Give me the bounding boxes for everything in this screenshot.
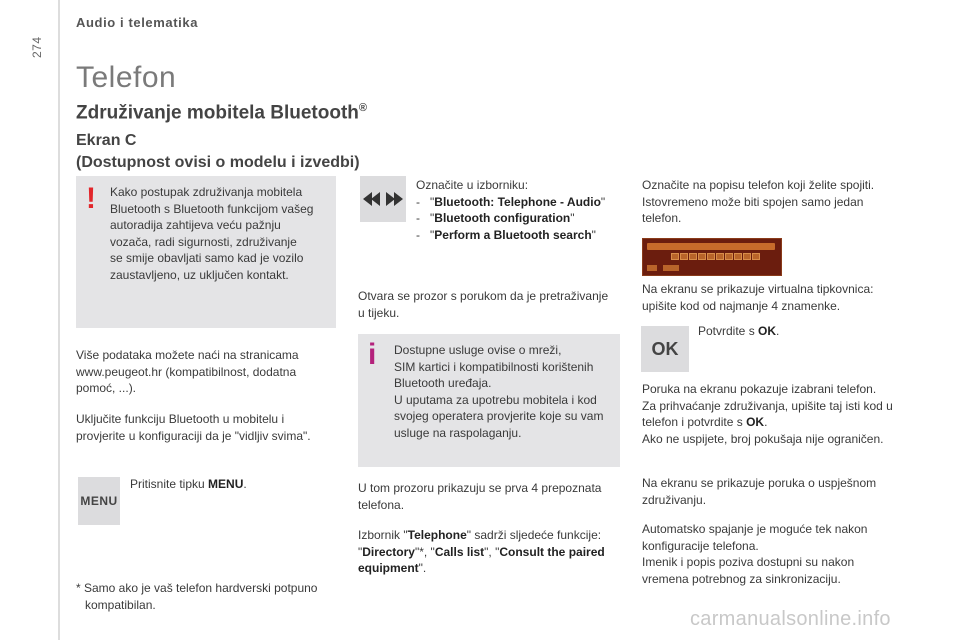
warning-box bbox=[76, 176, 336, 328]
main-heading: Združivanje mobitela Bluetooth® bbox=[76, 102, 368, 124]
confirm-ok-text: Potvrdite s OK. bbox=[698, 324, 780, 338]
info-icon: i bbox=[368, 338, 377, 371]
sub-heading: Ekran C (Dostupnost ovisi o modelu i izvedbi) bbox=[76, 132, 360, 171]
select-menu-instructions: Označite u izborniku: - "Bluetooth: Telephone - Audio" - "Bluetooth configuration" - "Perform a Bluetooth search" bbox=[416, 178, 606, 242]
section-header: Audio i telematika bbox=[76, 15, 199, 30]
warning-text: Kako postupak združivanja mobitela Bluetooth s Bluetooth funkcijom vašeg autoradija zahtijeva veću pažnju vozača, radi sigurnosti, združivanje se smije obavljati samo kad je vozilo zaustavljeno, uz uključen kontakt. bbox=[110, 185, 314, 282]
footnote: * Samo ako je vaš telefon hardverski potpuno kompatibilan. bbox=[76, 581, 318, 612]
margin-rule bbox=[58, 0, 60, 640]
ok-key-icon: OK bbox=[641, 326, 689, 372]
telephone-menu-paragraph: Izbornik "Telephone" sadrži sljedeće funkcije: "Directory"*, "Calls list", "Consult the paired equipment". bbox=[358, 528, 605, 575]
enable-bluetooth-paragraph: Uključite funkciju Bluetooth u mobitelu i provjerite u konfiguraciji da je "vidljiv svima". bbox=[76, 412, 311, 443]
virtual-keyboard-screen bbox=[642, 238, 782, 276]
pairing-message-paragraph: Poruka na ekranu pokazuje izabrani telefon. Za prihvaćanje združivanja, upišite taj isti kod u telefon i potvrdite s OK. Ako ne uspijete, broj pokušaja nije ograničen. bbox=[642, 382, 893, 446]
select-phone-paragraph: Označite na popisu telefon koji želite spojiti. Istovremeno može biti spojen samo jedan telefon. bbox=[642, 178, 875, 225]
menu-key-icon: MENU bbox=[78, 477, 120, 525]
info-box bbox=[358, 334, 620, 467]
page-title: Telefon bbox=[76, 61, 177, 94]
watermark: carmanualsonline.info bbox=[690, 608, 891, 630]
exclamation-icon: ! bbox=[86, 182, 96, 215]
info-text: Dostupne usluge ovise o mreži, SIM kartici i kompatibilnosti korištenih Bluetooth uređaja. U uputama za upotrebu mobitela i kod svojeg operatera provjerite koje su vam usluge na raspolaganju. bbox=[394, 343, 604, 440]
success-paragraph: Na ekranu se prikazuje poruka o uspješnom združivanju. bbox=[642, 476, 877, 507]
auto-connect-paragraph: Automatsko spajanje je moguće tek nakon konfiguracije telefona. Imenik i popis poziva dostupni su nakon vremena potrebnog za sinkronizaciju. bbox=[642, 522, 868, 586]
page-number: 274 bbox=[30, 36, 44, 58]
info-website-paragraph: Više podataka možete naći na stranicama www.peugeot.hr (kompatibilnost, dodatna pomoć, ...). bbox=[76, 348, 299, 395]
press-menu-text: Pritisnite tipku MENU. bbox=[130, 477, 247, 491]
menu-path-item: - "Bluetooth configuration" bbox=[416, 211, 575, 225]
menu-path-item: - "Bluetooth: Telephone - Audio" bbox=[416, 194, 606, 209]
first-four-paragraph: U tom prozoru prikazuju se prva 4 prepoznata telefona. bbox=[358, 481, 602, 512]
menu-path-item: - "Perform a Bluetooth search" bbox=[416, 227, 596, 242]
seek-arrows-icon bbox=[360, 176, 406, 222]
keyboard-paragraph: Na ekranu se prikazuje virtualna tipkovnica: upišite kod od najmanje 4 znamenke. bbox=[642, 282, 874, 313]
search-window-paragraph: Otvara se prozor s porukom da je pretraživanje u tijeku. bbox=[358, 289, 609, 320]
